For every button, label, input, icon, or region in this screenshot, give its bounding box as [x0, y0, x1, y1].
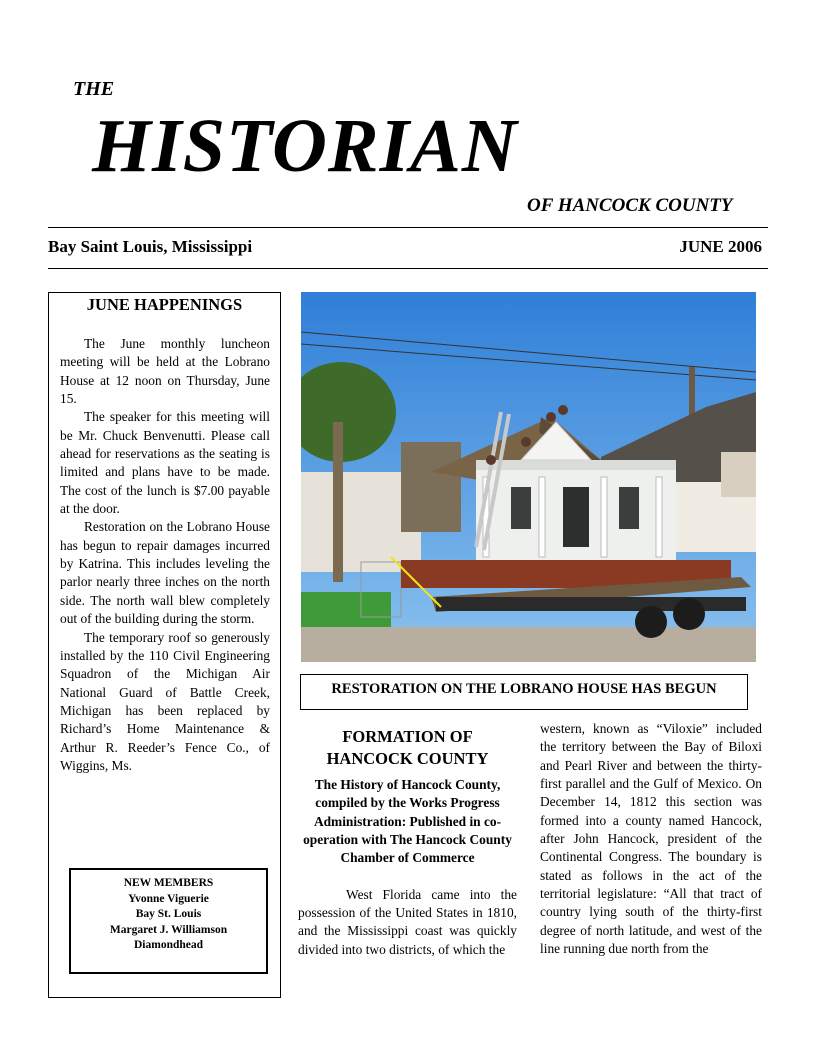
article-column-1 — [298, 726, 517, 959]
sidebar-paragraph: The temporary roof so generously installed by the 110 Civil Engineering Squadron of the Michigan Air National Guard of Battle Creek, Michigan has been replaced by Richard’s Home Maintenance & Arthur R. Reeder’s Fence Co., of Wiggins, Ms. — [60, 629, 270, 773]
porch-column — [601, 477, 607, 557]
worker — [546, 412, 556, 422]
dateline — [48, 237, 762, 257]
neighbor-gable — [721, 452, 756, 497]
article-column-2 — [540, 720, 762, 958]
house-photo-illustration — [301, 292, 756, 662]
new-member-line: Bay St. Louis — [135, 908, 202, 920]
dateline-rule — [48, 268, 768, 269]
sidebar-paragraph: The speaker for this meeting will be Mr. Chuck Benvenutti. Please call ahead for reservations as the seating is limited and plans have to be made. The cost of the lunch is $7.00 payable at the door. — [60, 409, 270, 517]
trailer-wheel — [635, 606, 667, 638]
new-members-box — [69, 868, 268, 974]
tree-trunk-area — [401, 442, 461, 532]
article-body-continued: western, known as “Viloxie” included the territory between the Bay of Biloxi and Pearl River and between the thirty-first parallel and the Gulf of Mexico. On December 14, 1812 this section was formed into a county named Hancock, after John Hancock, president of the Continental Congress. The boundary is stated as follows in the act of the territorial legislature: “All that tract of country lying south of the thirty-first degree of north latitude, and west of the line running due north from the — [540, 721, 762, 957]
dateline-date: JUNE 2006 — [679, 237, 762, 256]
photo-caption: RESTORATION ON THE LOBRANO HOUSE HAS BEGUN — [300, 674, 748, 710]
sidebar-title: JUNE HAPPENINGS — [86, 295, 243, 314]
dateline-location: Bay Saint Louis, Mississippi — [48, 237, 253, 256]
masthead-subtitle: OF HANCOCK COUNTY — [527, 195, 733, 216]
house-photo — [301, 292, 756, 662]
grass — [301, 592, 391, 632]
worker — [486, 455, 496, 465]
worker — [521, 437, 531, 447]
house-window — [619, 487, 639, 529]
house-window — [511, 487, 531, 529]
new-member-line: Diamondhead — [133, 939, 204, 951]
article-headline: FORMATION OF HANCOCK COUNTY — [326, 727, 489, 768]
palm-trunk — [333, 422, 343, 582]
sidebar-paragraph: Restoration on the Lobrano House has begun to repair damages incurred by Katrina. This includes leveling the parlor nearly three inches on the north side. The north wall blew completely out of the building during the storm. — [60, 519, 270, 627]
top-rule — [48, 227, 768, 228]
trailer-wheel — [673, 598, 705, 630]
sidebar-body — [60, 335, 270, 775]
article-body: West Florida came into the possession of the United States in 1810, and the Mississippi coast was quickly divided into two districts, of which the — [298, 886, 517, 957]
house-door — [563, 487, 589, 547]
porch-beam — [476, 460, 676, 470]
new-member-line: Yvonne Viguerie — [128, 892, 209, 905]
porch-column — [539, 477, 545, 557]
worker — [558, 405, 568, 415]
article-subhead: The History of Hancock County, compiled by the Works Progress Administration: Published in co-operation with The Hancock County Chamber of Commerce — [303, 777, 512, 866]
new-member-line: Margaret J. Williamson — [109, 923, 228, 936]
new-members-heading: NEW MEMBERS — [123, 877, 214, 889]
street — [301, 627, 756, 662]
masthead-the: THE — [73, 78, 115, 100]
sidebar-paragraph: The June monthly luncheon meeting will be held at the Lobrano House at 12 noon on Thursday, June 15. — [60, 336, 270, 407]
masthead-title: HISTORIAN — [92, 104, 518, 188]
porch-column — [656, 477, 662, 557]
